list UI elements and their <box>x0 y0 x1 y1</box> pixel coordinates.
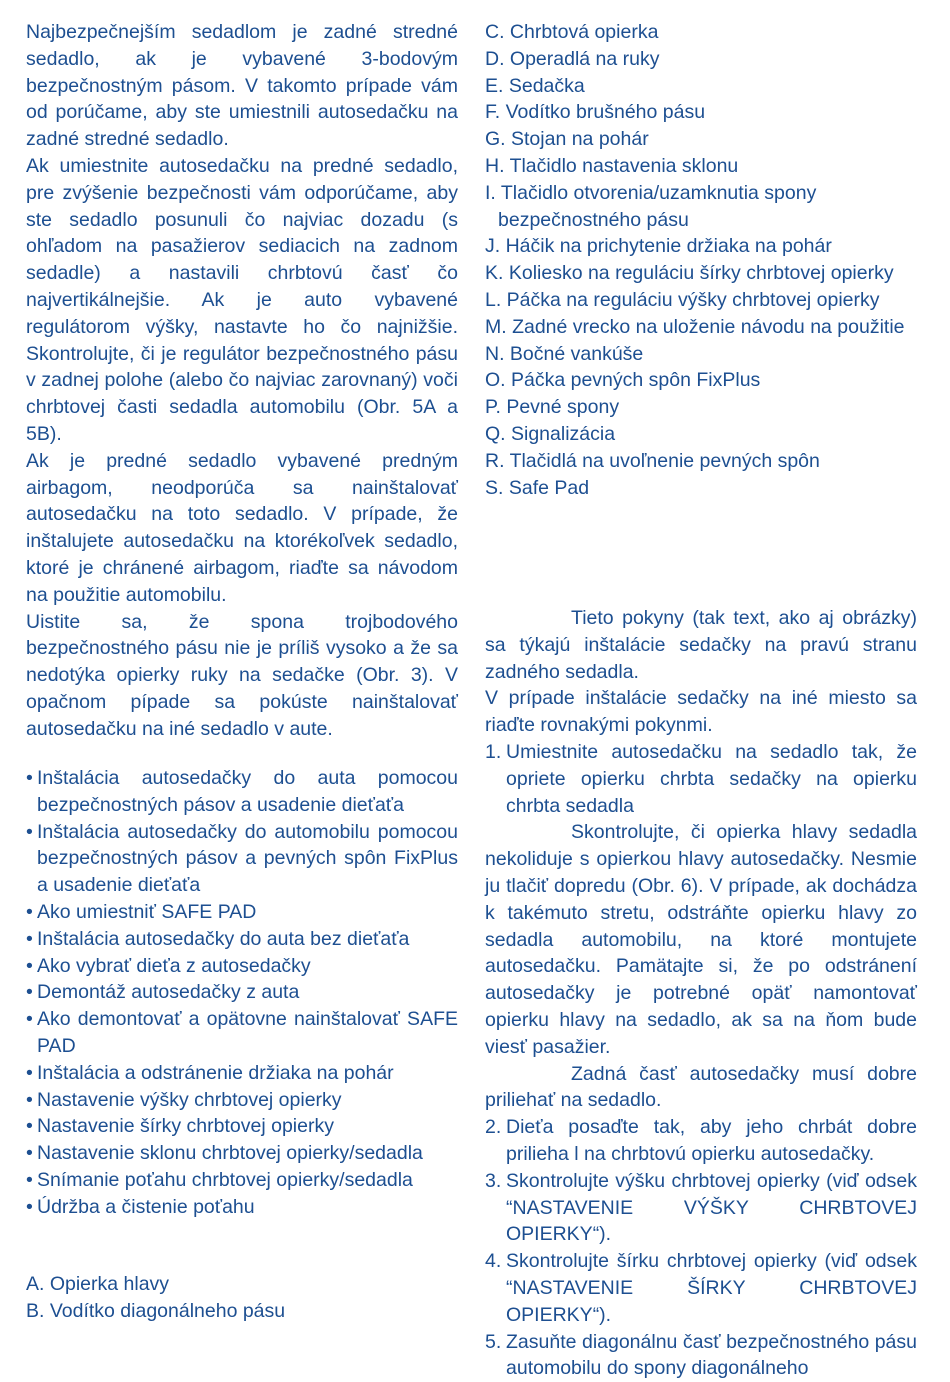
step-number: 2. <box>485 1116 502 1139</box>
step-number: 5. <box>485 1330 502 1353</box>
step-list-2 <box>485 1114 917 1382</box>
part-item: N. Bočné vankúše <box>485 342 644 365</box>
part-item: D. Operadlá na ruky <box>485 47 660 70</box>
contents-list <box>26 765 458 1221</box>
part-item: O. Páčka pevných spôn FixPlus <box>485 369 761 392</box>
part-item: S. Safe Pad <box>485 476 590 499</box>
parts-list-right <box>485 19 917 501</box>
contents-item: • Údržba a čistenie poťahu <box>26 1194 458 1221</box>
part-item: Q. Signalizácia <box>485 422 616 445</box>
part-item: P. Pevné spony <box>485 396 620 419</box>
contents-item: • Snímanie poťahu chrbtovej opierky/sedadla <box>26 1167 458 1194</box>
step-item <box>485 739 917 819</box>
part-item: E. Sedačka <box>485 74 585 97</box>
contents-item: • Inštalácia autosedačky do automobilu pomocou bezpečnostných pásov a pevných spôn FixPlus a usadenie dieťaťa <box>26 819 458 899</box>
part-item: G. Stojan na pohár <box>485 128 649 151</box>
step-text: Skontrolujte šírku chrbtovej opierky (viď odsek “NASTAVENIE ŠÍRKY CHRBTOVEJ OPIERKY“). <box>506 1250 917 1326</box>
step-list-1 <box>485 739 917 819</box>
part-item: K. Koliesko na reguláciu šírky chrbtovej opierky <box>485 262 894 285</box>
part-item: M. Zadné vrecko na uloženie návodu na použitie <box>485 315 905 338</box>
contents-item: • Inštalácia autosedačky do auta pomocou bezpečnostných pásov a usadenie dieťaťa <box>26 765 458 819</box>
part-item: F. Vodítko brušného pásu <box>485 101 706 124</box>
step-item <box>485 1114 917 1168</box>
part-item: R. Tlačidlá na uvoľnenie pevných spôn <box>485 449 820 472</box>
backrest-fit-paragraph: Zadná časť autosedačky musí dobre priliehať na sedadlo. <box>485 1062 917 1112</box>
instructions-note: Tieto pokyny (tak text, ako aj obrázky) sa týkajú inštalácie sedačky na pravú stranu zadného sedadla. <box>485 607 917 683</box>
contents-item: • Demontáž autosedačky z auta <box>26 979 458 1006</box>
part-item: C. Chrbtová opierka <box>485 21 659 43</box>
contents-item: • Ako vybrať dieťa z autosedačky <box>26 953 458 980</box>
step-number: 1. <box>485 740 502 763</box>
part-item: H. Tlačidlo nastavenia sklonu <box>485 154 739 177</box>
part-item: B. Vodítko diagonálneho pásu <box>26 1299 286 1322</box>
contents-item: • Ako umiestniť SAFE PAD <box>26 899 458 926</box>
instructions-section <box>485 605 917 1382</box>
step-item <box>485 1168 917 1248</box>
part-item: J. Háčik na prichytenie držiaka na pohár <box>485 235 832 258</box>
contents-item: • Nastavenie sklonu chrbtovej opierky/sedadla <box>26 1140 458 1167</box>
step-item <box>485 1248 917 1328</box>
contents-item: • Inštalácia a odstránenie držiaka na pohár <box>26 1060 458 1087</box>
contents-item: • Nastavenie výšky chrbtovej opierky <box>26 1087 458 1114</box>
step-text: Umiestnite autosedačku na sedadlo tak, že opriete opierku chrbta sedačky na opierku chrbta sedadla <box>506 740 917 817</box>
part-item: I. Tlačidlo otvorenia/uzamknutia spony bezpečnostného pásu <box>485 181 817 231</box>
step-text: Skontrolujte výšku chrbtovej opierky (viď odsek “NASTAVENIE VÝŠKY CHRBTOVEJ OPIERKY“). <box>506 1169 917 1246</box>
step-number: 3. <box>485 1169 502 1192</box>
headrest-check-paragraph: Skontrolujte, či opierka hlavy sedadla nekoliduje s opierkou hlavy autosedačky. Nesmie ju tlačiť dopredu (Obr. 6). V prípade, ak dochádza k takémuto stretu, odstráňte opierku hlavy zo sedadla automobilu, na ktoré montujete autosedačku. Pamätajte si, že po odstránení autosedačky je potrebné opäť namontovať opierku hlavy na sedadlo, ak sa na ňom bude viesť pasažier. <box>485 821 917 1058</box>
contents-item: • Ako demontovať a opätovne nainštalovať SAFE PAD <box>26 1006 458 1060</box>
contents-item: • Inštalácia autosedačky do auta bez dieťaťa <box>26 926 458 953</box>
step-number: 4. <box>485 1250 502 1273</box>
instructions-note-2: V prípade inštalácie sedačky na iné miesto sa riaďte rovnakými pokynmi. <box>485 687 917 737</box>
intro-paragraph-3: Ak je predné sedadlo vybavené predným airbagom, neodporúča sa nainštalovať autosedačku na toto sedadlo. V prípade, že inštalujete autosedačku na ktorékoľvek sedadlo, ktoré je chránené airbagom, riaďte sa návodom na použitie automobilu. <box>26 449 458 606</box>
contents-item: • Nastavenie šírky chrbtovej opierky <box>26 1113 458 1140</box>
intro-section <box>26 19 458 743</box>
step-text: Dieťa posaďte tak, aby jeho chrbát dobre prilieha l na chrbtovú opierku autosedačky. <box>506 1116 917 1165</box>
parts-list-left <box>26 1271 458 1325</box>
part-item: L. Páčka na reguláciu výšky chrbtovej opierky <box>485 288 880 311</box>
intro-paragraph-4: Uistite sa, že spona trojbodového bezpečnostného pásu nie je príliš vysoko a že sa nedotýka opierky ruky na sedačke (Obr. 3). V opačnom pípade sa pokúste nainštalovať autosedačku na iné sedadlo v aute. <box>26 610 458 740</box>
step-text: Zasuňte diagonálnu časť bezpečnostného pásu automobilu do spony diagonálneho <box>506 1330 917 1380</box>
intro-paragraph-2: Ak umiestnite autosedačku na predné sedadlo, pre zvýšenie bezpečnosti vám odporúčame, aby ste sedadlo posunuli čo najviac dozadu (s ohľadom na pasažierov sediacich na zadnom sedadle) a nastavili chrbtovú časť čo najvertikálnejšie. Ak je auto vybavené regulátorom výšky, nastavte ho čo najnižšie. Skontrolujte, či je regulátor bezpečnostného pásu v zadnej polohe (alebo čo najviac zarovnaný) voči chrbtovej časti sedadla automobilu (Obr. 5A a 5B). <box>26 154 458 445</box>
part-item: A. Opierka hlavy <box>26 1273 170 1295</box>
step-item <box>485 1329 917 1382</box>
intro-paragraph-1: Najbezpečnejším sedadlom je zadné stredné sedadlo, ak je vybavené 3-bodovým bezpečnostným pásom. V takomto prípade vám od porúčame, aby ste umiestnili autosedačku na zadné stredné sedadlo. <box>26 21 458 151</box>
